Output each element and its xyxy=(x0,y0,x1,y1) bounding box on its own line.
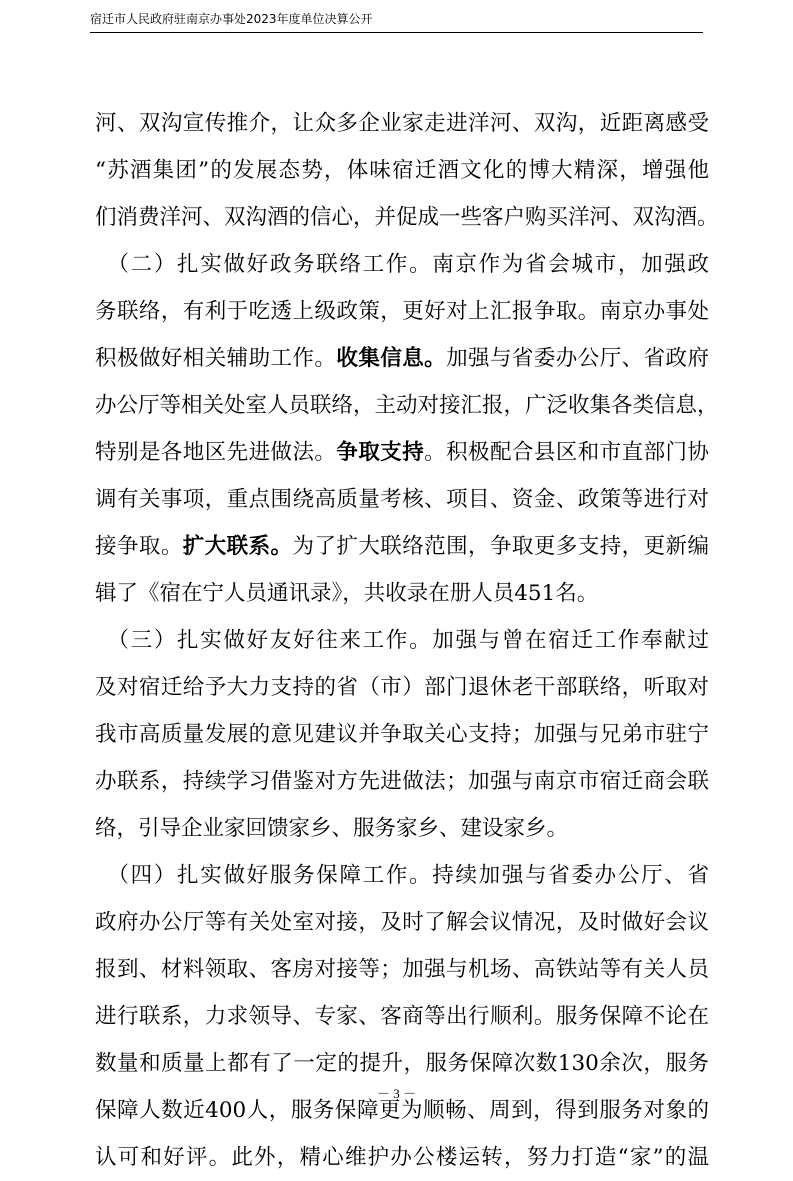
bold-keyword: 收集信息。 xyxy=(336,346,447,371)
text-line xyxy=(95,852,709,899)
text-line xyxy=(95,523,709,570)
text-segment: 办联系，持续学习借鉴对方先进做法；加强与南京市宿迁商会联 xyxy=(95,769,709,794)
text-line xyxy=(95,194,719,241)
text-segment: 办公厅等相关处室人员联络，主动对接汇报，广泛收集各类信息， xyxy=(95,393,719,418)
text-segment: 络，引导企业家回馈家乡、服务家乡、建设家乡。 xyxy=(95,816,569,841)
page-header: 宿迁市人民政府驻南京办事处2023年度单位决算公开 xyxy=(90,12,373,26)
bold-keyword: 扩大联系。 xyxy=(182,534,293,559)
text-segment: 数量和质量上都有了一定的提升，服务保障次数130余次，服务 xyxy=(95,1051,709,1076)
text-line xyxy=(95,476,709,523)
text-segment: 们消费洋河、双沟酒的信心，并促成一些客户购买洋河、双沟酒。 xyxy=(95,205,719,230)
text-segment: 接争取。 xyxy=(95,534,183,559)
text-segment: 政府办公厅等有关处室对接，及时了解会议情况，及时做好会议 xyxy=(95,910,709,935)
page-number: － 3 － xyxy=(376,1086,416,1101)
text-line xyxy=(95,429,709,476)
text-segment: 加强与省委办公厅、省政府 xyxy=(446,346,709,371)
text-segment: 认可和好评。此外，精心维护办公楼运转，努力打造“家”的温 xyxy=(95,1145,709,1170)
text-segment: 。积极配合县区和市直部门协 xyxy=(424,440,709,465)
text-line xyxy=(95,899,709,946)
text-line xyxy=(95,993,709,1040)
text-line xyxy=(95,1134,709,1181)
text-segment: 报到、材料领取、客房对接等；加强与机场、高铁站等有关人员 xyxy=(95,957,709,982)
text-line xyxy=(95,758,709,805)
text-line xyxy=(95,147,709,194)
text-line xyxy=(95,335,709,382)
text-segment: （三）扎实做好友好往来工作。加强与曾在宿迁工作奉献过 xyxy=(95,628,709,653)
text-segment: 及对宿迁给予大力支持的省（市）部门退休老干部联络，听取对 xyxy=(95,675,709,700)
text-line xyxy=(95,288,709,335)
text-line xyxy=(95,1040,709,1087)
text-segment: 务联络，有利于吃透上级政策，更好对上汇报争取。南京办事处 xyxy=(95,299,709,324)
bold-keyword: 争取支持 xyxy=(336,440,425,465)
text-segment: 我市高质量发展的意见建议并争取关心支持；加强与兄弟市驻宁 xyxy=(95,722,709,747)
text-segment: （四）扎实做好服务保障工作。持续加强与省委办公厅、省 xyxy=(95,863,709,888)
text-segment: “苏酒集团”的发展态势，体味宿迁酒文化的博大精深，增强他 xyxy=(95,158,709,183)
text-segment: 辑了《宿在宁人员通讯录》，共收录在册人员451名。 xyxy=(95,581,599,606)
text-segment: 特别是各地区先进做法。 xyxy=(95,440,337,465)
text-line xyxy=(95,946,709,993)
text-segment: （二）扎实做好政务联络工作。南京作为省会城市，加强政 xyxy=(95,252,709,277)
text-line xyxy=(95,100,709,147)
text-segment: 积极做好相关辅助工作。 xyxy=(95,346,337,371)
text-line xyxy=(95,664,709,711)
text-segment: 进行联系，力求领导、专家、客商等出行顺利。服务保障不论在 xyxy=(95,1004,709,1029)
text-line xyxy=(95,570,709,617)
text-line xyxy=(95,617,709,664)
text-line xyxy=(95,805,709,852)
text-segment: 河、双沟宣传推介，让众多企业家走进洋河、双沟，近距离感受 xyxy=(95,111,709,136)
header-divider xyxy=(90,32,703,33)
text-line xyxy=(95,382,719,429)
document-body xyxy=(95,100,719,1181)
text-line xyxy=(95,241,709,288)
text-segment: 保障人数近400人，服务保障更为顺畅、周到，得到服务对象的 xyxy=(95,1098,709,1123)
text-segment: 为了扩大联络范围，争取更多支持，更新编 xyxy=(292,534,709,559)
text-segment: 调有关事项，重点围绕高质量考核、项目、资金、政策等进行对 xyxy=(95,487,709,512)
text-line xyxy=(95,711,709,758)
